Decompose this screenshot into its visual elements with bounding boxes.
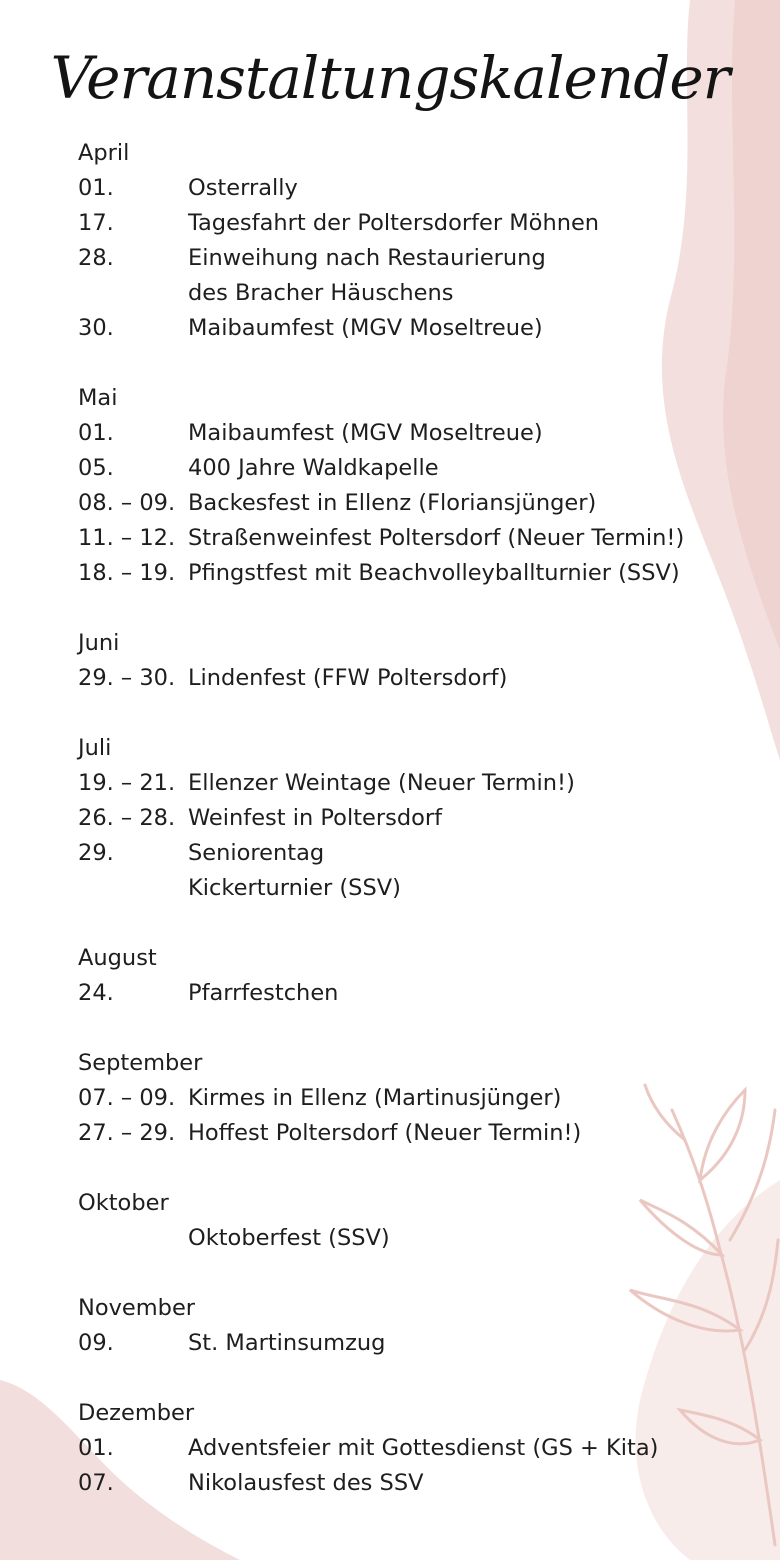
month-name: August — [78, 945, 157, 971]
month-name: Juli — [78, 735, 112, 761]
event-row — [78, 976, 758, 1011]
event-date: 07. – 09. — [78, 1085, 176, 1111]
month-section — [78, 1046, 758, 1151]
event-date: 27. – 29. — [78, 1120, 176, 1146]
event-name — [188, 556, 680, 591]
event-date: 19. – 21. — [78, 770, 176, 796]
event-date: 01. — [78, 175, 114, 201]
event-line: Weinfest in Poltersdorf — [188, 805, 443, 831]
month-name: April — [78, 140, 130, 166]
event-line: Maibaumfest (MGV Moseltreue) — [188, 315, 543, 341]
month-section — [78, 1396, 758, 1501]
event-row — [78, 766, 758, 801]
event-date: 17. — [78, 210, 114, 236]
event-date: 01. — [78, 420, 114, 446]
event-date: 07. — [78, 1470, 114, 1496]
event-row — [78, 1221, 758, 1256]
event-calendar — [78, 136, 758, 1536]
event-name — [188, 486, 596, 521]
event-row — [78, 661, 758, 696]
event-name — [188, 206, 599, 241]
event-line: Hoffest Poltersdorf (Neuer Termin!) — [188, 1120, 582, 1146]
event-row — [78, 311, 758, 346]
event-name — [188, 976, 338, 1011]
month-name: September — [78, 1050, 203, 1076]
event-row — [78, 171, 758, 206]
event-name — [188, 311, 543, 346]
month-section — [78, 381, 758, 591]
event-date: 01. — [78, 1435, 114, 1461]
event-row — [78, 1116, 758, 1151]
event-name — [188, 801, 442, 836]
event-line: Lindenfest (FFW Poltersdorf) — [188, 665, 508, 691]
event-line: Nikolausfest des SSV — [188, 1470, 424, 1496]
event-date: 09. — [78, 1330, 114, 1356]
month-section — [78, 1291, 758, 1361]
event-date: 24. — [78, 980, 114, 1006]
month-name: November — [78, 1295, 196, 1321]
event-row — [78, 801, 758, 836]
event-line: St. Martinsumzug — [188, 1330, 386, 1356]
event-row — [78, 1326, 758, 1361]
event-line: Ellenzer Weintage (Neuer Termin!) — [188, 770, 575, 796]
event-row — [78, 1466, 758, 1501]
event-name — [188, 416, 543, 451]
event-name — [188, 241, 546, 311]
event-line: Einweihung nach Restaurierung — [188, 245, 546, 271]
event-date — [78, 1221, 188, 1256]
event-date: 11. – 12. — [78, 525, 176, 551]
event-name — [188, 766, 575, 801]
event-row — [78, 486, 758, 521]
event-line: Tagesfahrt der Poltersdorfer Möhnen — [188, 210, 600, 236]
event-date: 29. – 30. — [78, 665, 176, 691]
event-line: Backesfest in Ellenz (Floriansjünger) — [188, 490, 597, 516]
month-name: Oktober — [78, 1190, 169, 1216]
event-line: Pfarrfestchen — [188, 980, 339, 1006]
event-name — [188, 1466, 424, 1501]
event-line: 400 Jahre Waldkapelle — [188, 455, 439, 481]
event-name — [188, 1081, 561, 1116]
event-date: 18. – 19. — [78, 560, 176, 586]
month-section — [78, 626, 758, 696]
event-line: Maibaumfest (MGV Moseltreue) — [188, 420, 543, 446]
event-row — [78, 1081, 758, 1116]
event-date: 08. – 09. — [78, 490, 176, 516]
month-name: Dezember — [78, 1400, 195, 1426]
month-name: Mai — [78, 385, 118, 411]
event-row — [78, 836, 758, 906]
event-row — [78, 1431, 758, 1466]
event-line: Kickerturnier (SSV) — [188, 875, 401, 901]
event-line: Pfingstfest mit Beachvolleyballturnier (SSV) — [188, 560, 680, 586]
event-date: 26. – 28. — [78, 805, 176, 831]
event-name — [188, 661, 507, 696]
event-date: 29. — [78, 840, 114, 866]
event-row — [78, 451, 758, 486]
event-line: Oktoberfest (SSV) — [188, 1225, 390, 1251]
event-line: Osterrally — [188, 175, 298, 201]
event-date: 30. — [78, 315, 114, 341]
event-row — [78, 206, 758, 241]
event-row — [78, 556, 758, 591]
month-section — [78, 1186, 758, 1256]
event-row — [78, 416, 758, 451]
event-name — [188, 1326, 385, 1361]
event-line: Seniorentag — [188, 840, 325, 866]
month-section — [78, 136, 758, 346]
event-line: Straßenweinfest Poltersdorf (Neuer Termin!) — [188, 525, 685, 551]
event-name — [188, 451, 439, 486]
event-line: Kirmes in Ellenz (Martinusjünger) — [188, 1085, 562, 1111]
event-name — [188, 836, 401, 906]
event-name — [188, 1431, 658, 1466]
event-name — [188, 1116, 581, 1151]
event-name — [188, 171, 298, 206]
event-name — [188, 521, 684, 556]
event-row — [78, 241, 758, 311]
event-line: des Bracher Häuschens — [188, 280, 454, 306]
event-line: Adventsfeier mit Gottesdienst (GS + Kita) — [188, 1435, 659, 1461]
month-section — [78, 941, 758, 1011]
month-name: Juni — [78, 630, 120, 656]
calendar-title: Veranstaltungskalender — [50, 44, 730, 112]
month-section — [78, 731, 758, 906]
event-date: 28. — [78, 245, 114, 271]
event-date: 05. — [78, 455, 114, 481]
event-row — [78, 521, 758, 556]
event-name — [188, 1221, 390, 1256]
